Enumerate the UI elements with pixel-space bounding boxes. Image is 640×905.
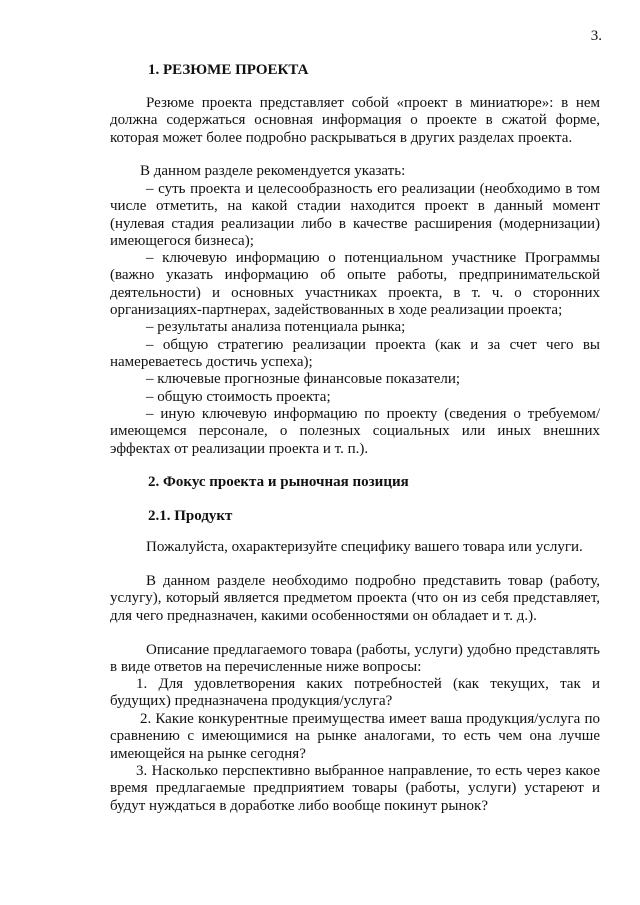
list-item: – иную ключевую информацию по проекту (сведения о требуемом/имеющемся персонале, о полезных социальных или иных внешних эффектах от реализации проекта и т. п.). xyxy=(110,406,600,457)
list-item: – ключевую информацию о потенциальном участнике Программы (важно указать информацию об опыте работы, предпринимательской деятельности) и основных участниках проекта, в т. ч. о сторонних организациях-партнерах, задействованных в ходе реализации проекта; xyxy=(110,250,600,318)
section-2-para-1: В данном разделе необходимо подробно представить товар (работу, услугу), который является предметом проекта (что он из себя представляет, для чего предназначен, какими особенностями он обладает и т. д.). xyxy=(110,573,600,624)
list-item: – суть проекта и целесообразность его реализации (необходимо в том числе отметить, на какой стадии находится проект в данный момент (нулевая стадия реализации либо в качестве расширения (модернизации) имеющегося бизнеса); xyxy=(110,181,600,249)
section-2-para-2: Описание предлагаемого товара (работы, услуги) удобно представлять в виде ответов на перечисленные ниже вопросы: xyxy=(110,642,600,676)
list-item: – результаты анализа потенциала рынка; xyxy=(146,319,406,335)
question-item: 2. Какие конкурентные преимущества имеет ваша продукция/услуга по сравнению с имеющимися на рынке аналогами, то есть чем она лучше имеющейся на рынке сегодня? xyxy=(110,711,600,762)
list-item: – ключевые прогнозные финансовые показатели; xyxy=(146,371,461,387)
question-item: 1. Для удовлетворения каких потребностей (как текущих, так и будущих) предназначена продукция/услуга? xyxy=(110,676,600,710)
section-2-heading: 2. Фокус проекта и рыночная позиция xyxy=(148,474,409,490)
section-2-prompt: Пожалуйста, охарактеризуйте специфику вашего товара или услуги. xyxy=(146,539,583,555)
subsection-2-1-heading: 2.1. Продукт xyxy=(148,508,233,524)
section-1-heading: 1. РЕЗЮМЕ ПРОЕКТА xyxy=(148,62,309,78)
list-item: – общую стратегию реализации проекта (как и за счет чего вы намереваетесь достичь успеха); xyxy=(110,337,600,371)
question-item: 3. Насколько перспективно выбранное направление, то есть через какое время предлагаемые предприятием товары (работы, услуги) устареют и будут нуждаться в доработке либо вообще покинут рынок? xyxy=(110,763,600,814)
list-item: – общую стоимость проекта; xyxy=(146,389,331,405)
section-1-intro: Резюме проекта представляет собой «проект в миниатюре»: в нем должна содержаться основная информация о проекте в сжатой форме, которая может более подробно раскрываться в других разделах проекта. xyxy=(110,95,600,146)
page-number: 3. xyxy=(590,28,602,44)
section-1-recommend-lead: В данном разделе рекомендуется указать: xyxy=(140,163,406,179)
